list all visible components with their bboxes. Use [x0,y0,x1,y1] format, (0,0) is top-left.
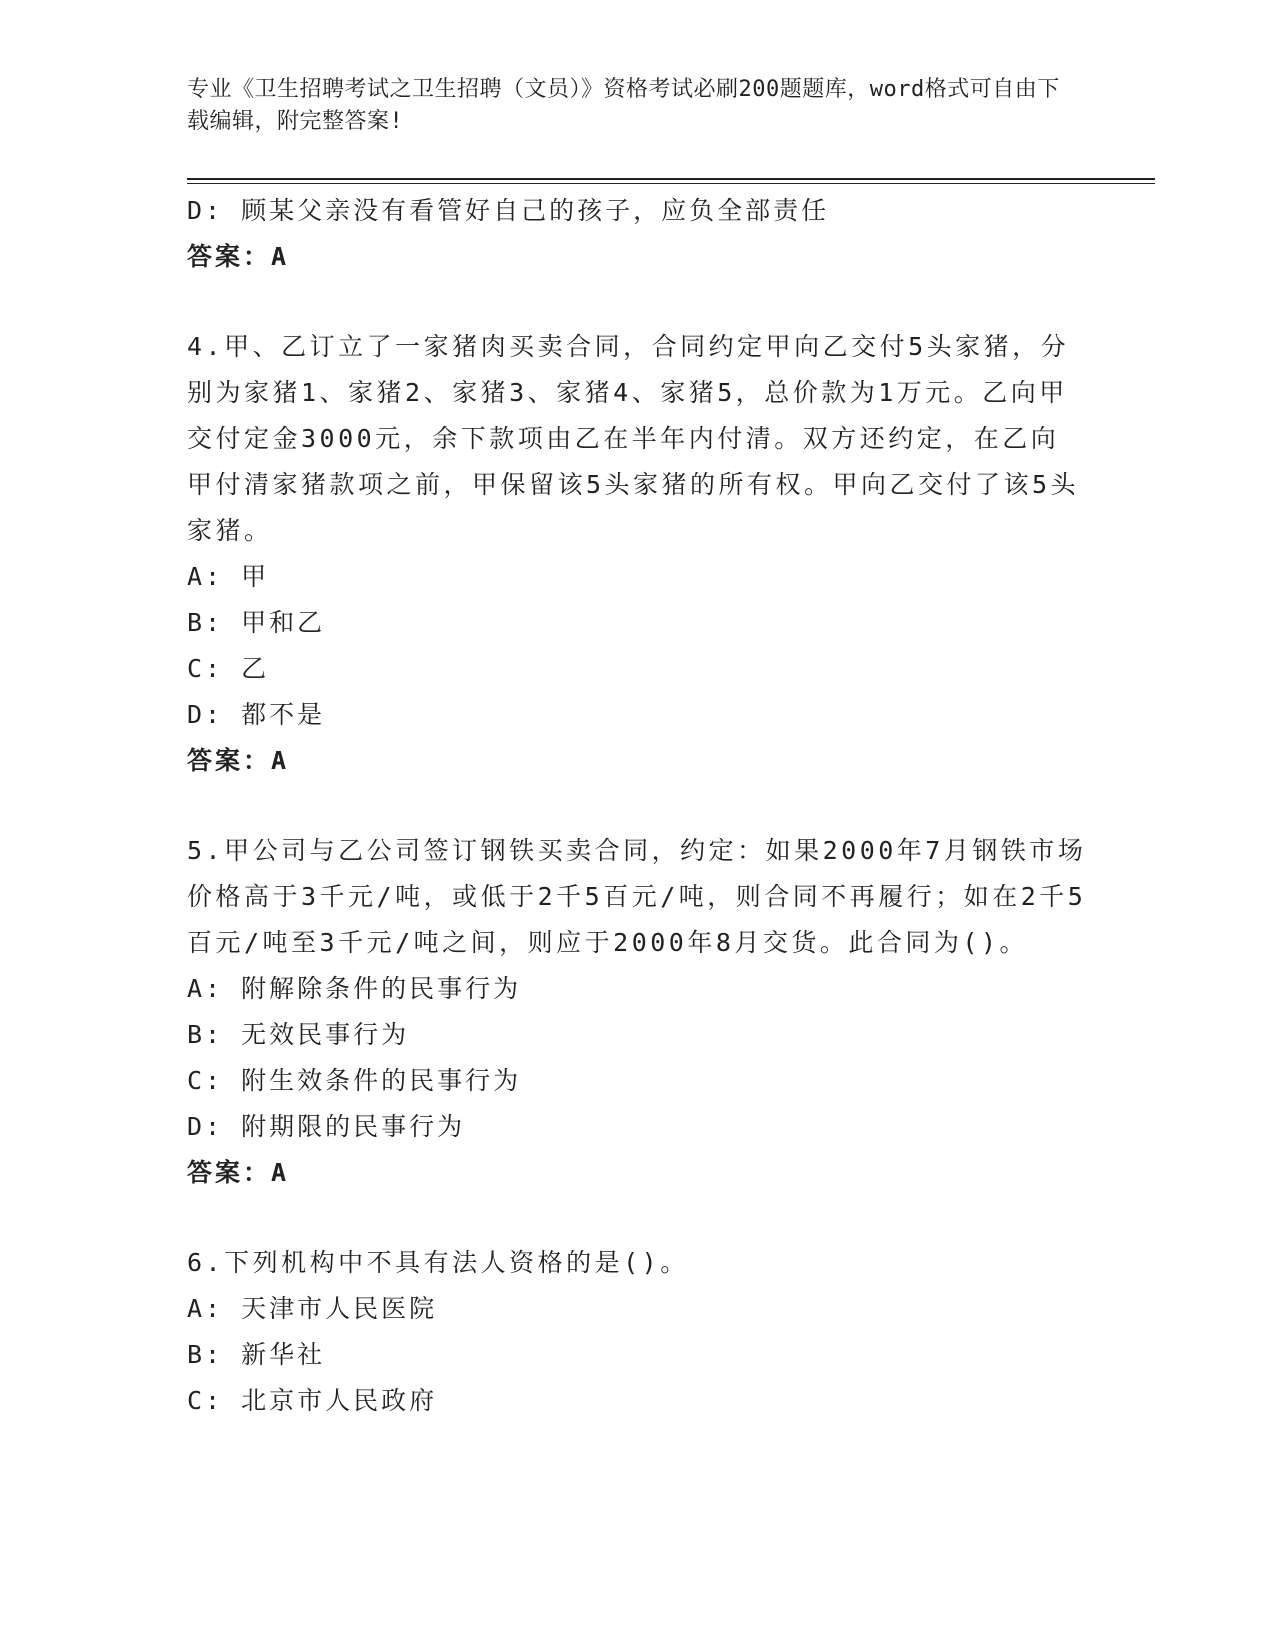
question-5-stem: 5.甲公司与乙公司签订钢铁买卖合同，约定：如果2000年7月钢铁市场价格高于3千元/吨，或低于2千5百元/吨，则合同不再履行；如在2千5百元/吨至3千元/吨之间，则应于2000年8月交货。此合同为()。 [187,836,1087,957]
question-6-option-a: A: 天津市人民医院 [187,1294,438,1323]
question-4-option-d: D: 都不是 [187,700,326,729]
question-5-option-d: D: 附期限的民事行为 [187,1112,466,1141]
spacer [187,280,1087,324]
question-5-option-a: A: 附解除条件的民事行为 [187,974,522,1003]
header-rule-thick [187,178,1155,180]
question-content [187,188,1087,1424]
page-header-title: 专业《卫生招聘考试之卫生招聘（文员）》资格考试必刷200题题库，word格式可自由下载编辑，附完整答案! [187,77,1060,134]
question-4-option-c: C: 乙 [187,654,270,683]
question-5-answer: 答案：A [187,1158,290,1187]
question-5-option-c: C: 附生效条件的民事行为 [187,1066,522,1095]
carryover-option-d: D: 顾某父亲没有看管好自己的孩子，应负全部责任 [187,196,830,225]
question-4-stem: 4.甲、乙订立了一家猪肉买卖合同，合同约定甲向乙交付5头家猪，分别为家猪1、家猪2、家猪3、家猪4、家猪5，总价款为1万元。乙向甲交付定金3000元，余下款项由乙在半年内付清。双方还约定，在乙向甲付清家猪款项之前，甲保留该5头家猪的所有权。甲向乙交付了该5头家猪。 [187,332,1080,545]
question-6-option-c: C: 北京市人民政府 [187,1386,438,1415]
spacer [187,784,1087,828]
question-6-stem: 6.下列机构中不具有法人资格的是()。 [187,1248,689,1277]
question-5-option-b: B: 无效民事行为 [187,1020,410,1049]
header-rule-thin [187,183,1155,184]
carryover-answer: 答案：A [187,242,290,271]
question-4-option-b: B: 甲和乙 [187,608,326,637]
spacer [187,1196,1087,1240]
question-4-answer: 答案：A [187,746,290,775]
question-4-option-a: A: 甲 [187,562,270,591]
question-6-option-b: B: 新华社 [187,1340,326,1369]
